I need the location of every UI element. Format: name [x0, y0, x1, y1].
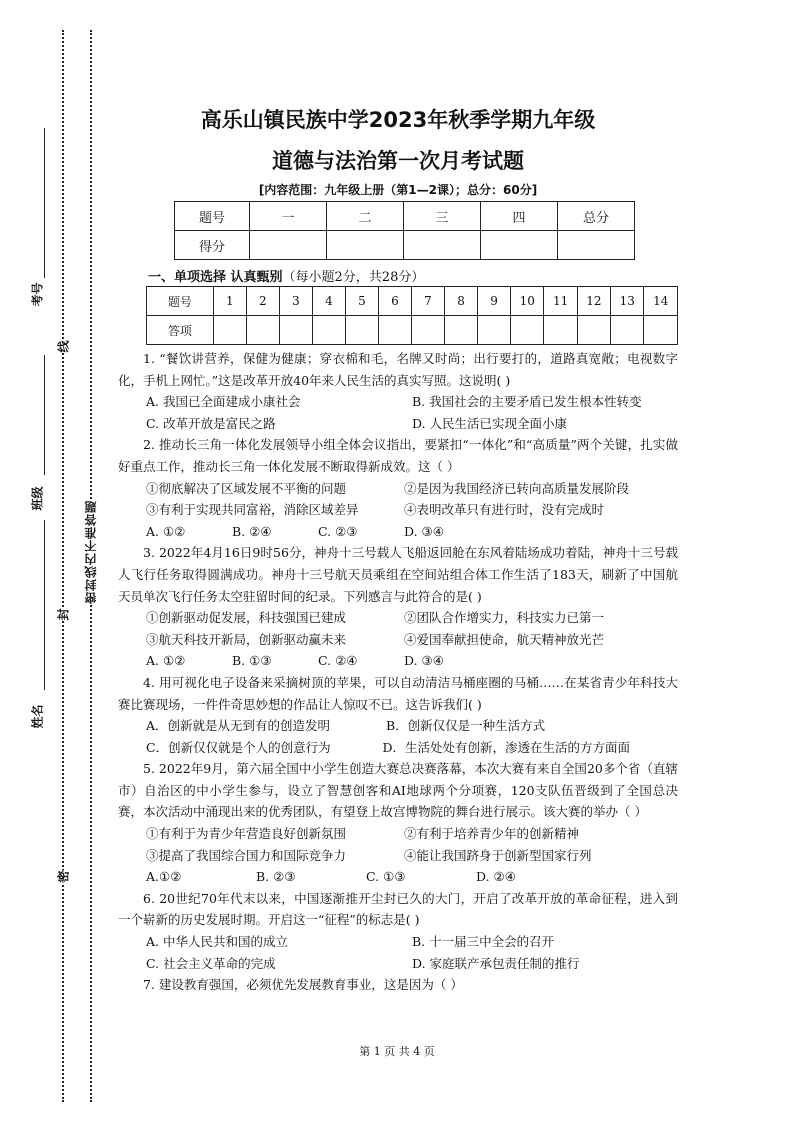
- q3-statements-row2: [118, 629, 678, 651]
- q6-option-b: B. 十一届三中全会的召开: [412, 934, 555, 950]
- q3-statement-4: ④爱国奉献担使命，航天精神放光芒: [404, 631, 605, 647]
- answer-num: 11: [544, 287, 577, 316]
- answer-num: 12: [577, 287, 610, 316]
- q4-options-row1: [118, 715, 678, 737]
- q5-statement-2: ②有利于培养青少年的创新精神: [404, 826, 580, 842]
- answer-num: 13: [611, 287, 644, 316]
- q6-option-a: A. 中华人民共和国的成立: [146, 934, 288, 950]
- score-cell[interactable]: [558, 231, 635, 260]
- question-5: 5. 2022年9月，第六届全国中小学生创造大赛总决赛落幕，本次大赛有来自全国20多个省（直辖市）自治区的中小学生参与，设立了智慧创客和AI地球两个分项赛，120支队伍晋级到了全国总决赛，本次活动中涌现出来的优秀团队，有望登上故宫博物院的舞台进行展示。该大赛的举办（ ）: [118, 761, 678, 820]
- answer-num: 9: [478, 287, 511, 316]
- seal-mark: 封: [53, 608, 74, 620]
- answer-cell[interactable]: [411, 316, 444, 345]
- exam-title-line2: 道德与法治第一次月考试题: [272, 149, 524, 173]
- score-col-3: 三: [404, 202, 481, 231]
- question-1: 1. “餐饮讲营养，保健为健康；穿衣棉和毛，名牌又时尚；出行要打的，道路真宽敞；电视数字化，手机上网忙。”这是改革开放40年来人民生活的真实写照。这说明( ): [118, 351, 678, 388]
- score-cell[interactable]: [481, 231, 558, 260]
- q4-option-c: C．创新仅仅就是个人的创意行为: [146, 739, 331, 755]
- score-cell[interactable]: [250, 231, 327, 260]
- q2-statements-row2: [118, 499, 678, 521]
- q6-option-c: C. 社会主义革命的完成: [146, 955, 276, 971]
- section1-note: （每小题2分，共28分）: [282, 270, 425, 285]
- exam-no-fill-line: [44, 128, 45, 278]
- question-7: 7. 建设教育强国，必须优先发展教育事业，这是因为（ ）: [143, 977, 463, 993]
- answer-cell[interactable]: [345, 316, 378, 345]
- page-footer: 第 1 页 共 4 页: [359, 1045, 435, 1058]
- q1-options-row1: [118, 391, 678, 413]
- section1-heading: [148, 266, 424, 285]
- q5-option-b: B. ②③: [256, 869, 296, 885]
- q3-statement-2: ②团队合作增实力，科技实力已第一: [404, 610, 605, 626]
- answer-cell[interactable]: [511, 316, 544, 345]
- q4-options-row2: [118, 737, 678, 759]
- answer-num: 8: [445, 287, 478, 316]
- q5-option-d: D. ②④: [476, 869, 516, 885]
- q6-option-d: D. 家庭联产承包责任制的推行: [412, 955, 580, 971]
- score-row-label: 得分: [175, 231, 250, 260]
- answer-num: 14: [644, 287, 678, 316]
- q3-statement-3: ③航天科技开新局，创新驱动赢未来: [146, 631, 347, 647]
- q2-option-d: D. ③④: [404, 523, 444, 539]
- answer-cell[interactable]: [279, 316, 312, 345]
- score-cell[interactable]: [404, 231, 481, 260]
- q4-option-a: A．创新就是从无到有的创造发明: [146, 718, 331, 734]
- question-6: 6. 20世纪70年代末以来，中国逐渐推开尘封已久的大门，开启了改革开放的革命征程，进入到一个崭新的历史发展时期。开启这一“征程”的标志是( ): [118, 890, 678, 928]
- q1-option-b: B. 我国社会的主要矛盾已发生根本性转变: [412, 394, 642, 410]
- answer-cell[interactable]: [611, 316, 644, 345]
- answer-num: 10: [511, 287, 544, 316]
- score-col-total: 总分: [558, 202, 635, 231]
- answer-num: 4: [312, 287, 345, 316]
- q5-statements-row1: [118, 823, 678, 845]
- q2-option-a: A. ①②: [146, 523, 186, 539]
- q3-options: [118, 650, 678, 672]
- answer-table: [146, 286, 678, 345]
- close-mark: 密: [53, 870, 74, 882]
- q5-statements-row2: [118, 845, 678, 867]
- answer-row-label: 答项: [147, 316, 214, 345]
- question-2: 2. 推动长三角一体化发展领导小组全体会议指出，要紧扣“一体化”和“高质量”两个关键，扎实做好重点工作，推动长三角一体化发展不断取得新成效。这（ ）: [118, 437, 678, 474]
- q6-options-row2: [118, 953, 678, 975]
- name-label: 姓名: [30, 704, 45, 729]
- answer-num: 5: [345, 287, 378, 316]
- q3-statement-1: ①创新驱动促发展，科技强国已建成: [146, 610, 347, 626]
- q5-statement-3: ③提高了我国综合国力和国际竞争力: [146, 847, 347, 863]
- class-fill-line: [44, 355, 45, 475]
- score-col-2: 二: [327, 202, 404, 231]
- question-list: [118, 348, 678, 996]
- q1-option-a: A. 我国已全面建成小康社会: [146, 394, 301, 410]
- score-table: [174, 201, 635, 260]
- answer-cell[interactable]: [478, 316, 511, 345]
- q6-options-row1: [118, 931, 678, 953]
- answer-cell[interactable]: [378, 316, 411, 345]
- exam-title-line1: 高乐山镇民族中学2023年秋季学期九年级: [200, 108, 596, 132]
- q2-option-b: B. ②④: [232, 523, 272, 539]
- score-head: 题号: [175, 202, 250, 231]
- name-fill-line: [44, 520, 45, 690]
- q1-options-row2: [118, 413, 678, 435]
- q3-option-c: C. ②④: [318, 653, 358, 669]
- q5-option-a: A.①②: [146, 869, 182, 885]
- question-4: 4. 用可视化电子设备来采摘树顶的苹果，可以自动清洁马桶座圈的马桶……在某省青少年科技大赛比赛现场，一件件奇思妙想的作品让人惊叹不已。这告诉我们( ): [118, 674, 678, 712]
- q5-statement-4: ④能让我国跻身于创新型国家行列: [404, 847, 592, 863]
- answer-cell[interactable]: [544, 316, 577, 345]
- question-3: 3. 2022年4月16日9时56分，神舟十三号载人飞船返回舱在东风着陆场成功着陆，神舟十三号载人飞行任务取得圆满成功。神舟十三号航天员乘组在空间站组合体工作生活了183天，刷新了中国航天员单次飞行任务太空驻留时间的纪录。下列感言与此符合的是( ): [118, 545, 678, 604]
- q2-statement-2: ②是因为我国经济已转向高质量发展阶段: [404, 480, 630, 496]
- answer-head: 题号: [147, 287, 214, 316]
- answer-cell[interactable]: [213, 316, 246, 345]
- answer-num: 3: [279, 287, 312, 316]
- q5-statement-1: ①有利于为青少年营造良好创新氛围: [146, 826, 347, 842]
- q2-statement-4: ④表明改革只有进行时，没有完成时: [404, 502, 605, 518]
- content-range: [内容范围：九年级上册（第1—2课）；总分：60分]: [258, 183, 538, 197]
- score-cell[interactable]: [327, 231, 404, 260]
- section1-title: 一、单项选择 认真甄别: [148, 270, 283, 285]
- answer-num: 7: [411, 287, 444, 316]
- q4-option-d: D．生活处处有创新，渗透在生活的方方面面: [382, 739, 630, 755]
- q3-option-b: B. ①③: [232, 653, 272, 669]
- score-col-4: 四: [481, 202, 558, 231]
- answer-cell[interactable]: [312, 316, 345, 345]
- exam-no-label: 考号: [30, 282, 45, 307]
- answer-num: 2: [246, 287, 279, 316]
- q2-option-c: C. ②③: [318, 523, 358, 539]
- q1-option-d: D. 人民生活已实现全面小康: [412, 415, 568, 431]
- q5-option-c: C. ①③: [366, 869, 406, 885]
- class-label: 班级: [30, 486, 45, 511]
- no-answer-notice: 密封线内不准答题: [84, 500, 98, 604]
- score-col-1: 一: [250, 202, 327, 231]
- q3-option-d: D. ③④: [404, 653, 444, 669]
- q3-option-a: A. ①②: [146, 653, 186, 669]
- answer-cell[interactable]: [445, 316, 478, 345]
- answer-cell[interactable]: [644, 316, 678, 345]
- q2-statement-3: ③有利于实现共同富裕，消除区域差异: [146, 502, 359, 518]
- q1-option-c: C. 改革开放是富民之路: [146, 415, 276, 431]
- answer-num: 6: [378, 287, 411, 316]
- answer-cell[interactable]: [246, 316, 279, 345]
- q2-statement-1: ①彻底解决了区域发展不平衡的问题: [146, 480, 347, 496]
- q2-statements-row1: [118, 478, 678, 500]
- q3-statements-row1: [118, 607, 678, 629]
- binding-margin: [0, 0, 100, 1122]
- answer-num: 1: [213, 287, 246, 316]
- q5-options: [118, 866, 678, 888]
- answer-cell[interactable]: [577, 316, 610, 345]
- line-mark: 线: [53, 340, 74, 352]
- q2-options: [118, 521, 678, 543]
- q4-option-b: B．创新仅仅是一种生活方式: [386, 718, 546, 734]
- seal-dotted-line: [62, 30, 64, 1102]
